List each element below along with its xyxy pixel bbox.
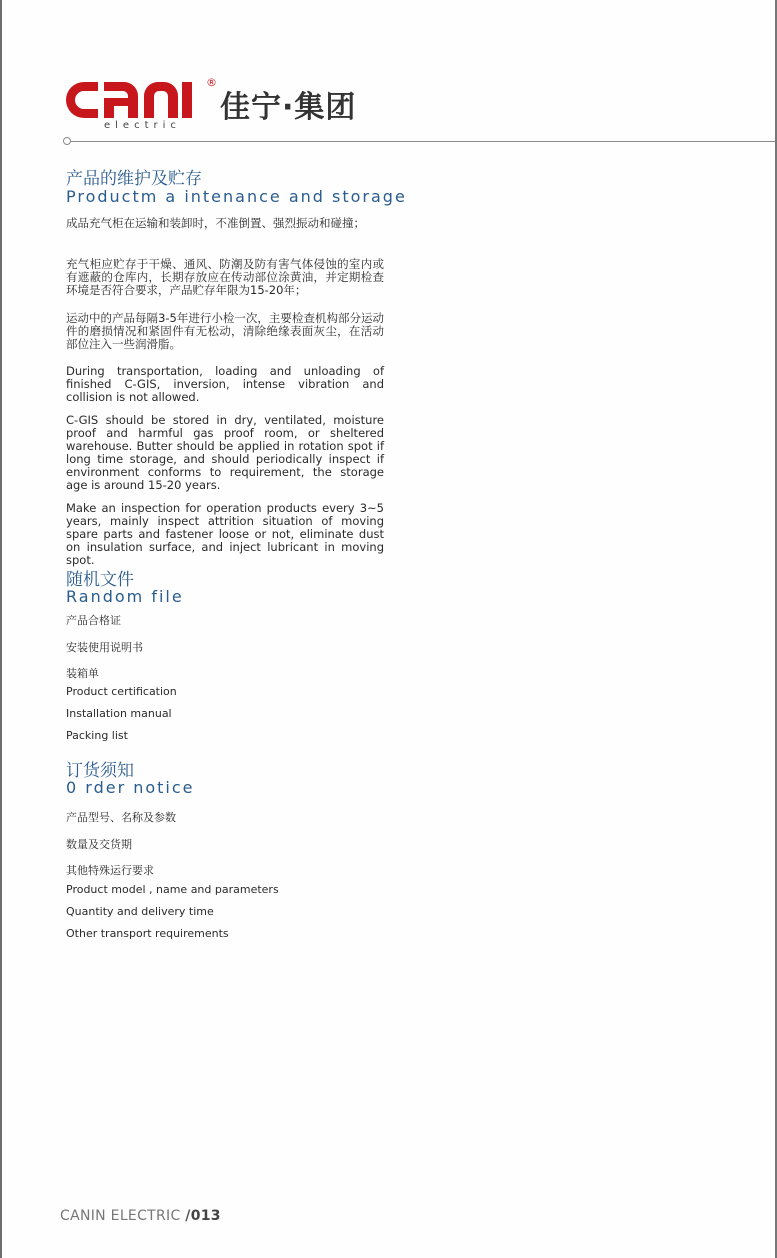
maintenance-para-cn-2: 充气柜应贮存于干燥、通风、防潮及防有害气体侵蚀的室内或有遮蔽的仓库内，长期存放应在传动部位涂黄油，并定期检查环境是否符合要求，产品贮存年限为15-20年；: [66, 257, 384, 297]
order-notice-item-en: Quantity and delivery time: [66, 905, 214, 918]
logo-tagline: electric: [104, 120, 181, 131]
brand-name-cn: 佳宁·集团: [220, 90, 357, 125]
order-notice-title-en: 0 rder notice: [66, 778, 195, 797]
page-footer: [60, 1208, 221, 1224]
random-file-title-cn: 随机文件: [66, 570, 134, 590]
random-file-item-en: Product certification: [66, 685, 177, 698]
maintenance-para-en-1: During transportation, loading and unloading of finished C-GIS, inversion, intense vibration and collision is not allowed.: [66, 364, 384, 404]
order-notice-item-en: Other transport requirements: [66, 927, 229, 940]
canin-logo-mark: [64, 80, 214, 120]
order-notice-title-cn: 订货须知: [66, 761, 134, 781]
footer-separator: /: [185, 1208, 191, 1224]
order-notice-item-cn: 产品型号、名称及参数: [66, 811, 176, 824]
registered-mark: ®: [206, 76, 217, 89]
page-number: 013: [190, 1208, 221, 1224]
random-file-item-cn: 安装使用说明书: [66, 641, 143, 654]
maintenance-para-en-3: Make an inspection for operation products every 3~5 years, mainly inspect attrition situation of moving spare parts and fastener loose or not, eliminate dust on insulation surface, and inject lubricant in moving spot.: [66, 501, 384, 567]
maintenance-title-en: Productm a intenance and storage: [66, 187, 407, 206]
maintenance-title-cn: 产品的维护及贮存: [66, 169, 202, 189]
order-notice-item-cn: 其他特殊运行要求: [66, 864, 154, 877]
left-margin-rule: [0, 0, 2, 1258]
footer-company: CANIN ELECTRIC: [60, 1208, 181, 1224]
company-logo: [64, 76, 404, 135]
random-file-item-en: Installation manual: [66, 707, 172, 720]
order-notice-item-en: Product model , name and parameters: [66, 883, 279, 896]
random-file-item-en: Packing list: [66, 729, 128, 742]
maintenance-para-en-2: C-GIS should be stored in dry, ventilated, moisture proof and harmful gas proof room, or sheltered warehouse. Butter should be applied in rotation spot if long time storage, and should periodically inspect if environment conforms to requirement, the storage age is around 15-20 years.: [66, 413, 384, 492]
order-notice-item-cn: 数量及交货期: [66, 838, 132, 851]
random-file-item-cn: 产品合格证: [66, 614, 121, 627]
maintenance-para-cn-1: 成品充气柜在运输和装卸时，不准倒置、强烈振动和碰撞；: [66, 216, 365, 230]
random-file-title-en: Random file: [66, 587, 184, 606]
header-divider-dot: [63, 137, 71, 145]
maintenance-para-cn-3: 运动中的产品每隔3-5年进行小检一次，主要检查机构部分运动件的磨损情况和紧固件有无松动，清除绝缘表面灰尘，在活动部位注入一些润滑脂。: [66, 311, 384, 351]
header-divider: [68, 141, 775, 142]
random-file-item-cn: 装箱单: [66, 667, 99, 680]
